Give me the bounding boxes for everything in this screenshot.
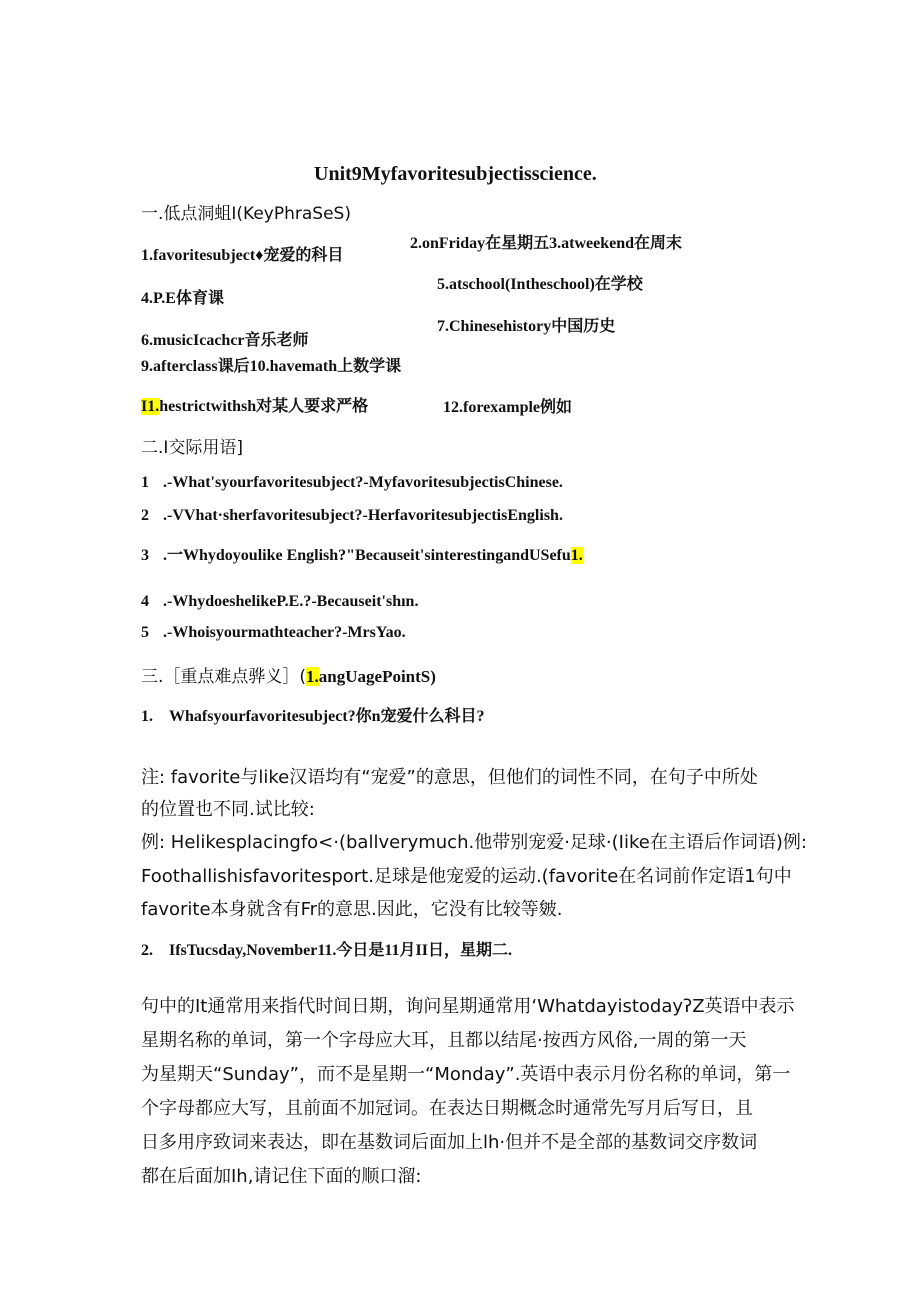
dialogue-1 xyxy=(141,472,563,494)
section-heading-language-points xyxy=(141,666,436,688)
phrase-12: 12.forexample例如 xyxy=(443,399,573,416)
heading-text: angUagePointS) xyxy=(318,667,436,686)
phrase-11 xyxy=(141,396,368,418)
point-text: Whafsyourfavoritesubject?你n宠爱什么科目? xyxy=(169,708,485,725)
phrase-11-text: hestrictwithsh对某人要求严格 xyxy=(159,398,369,415)
dialogue-number: 5 xyxy=(141,624,149,641)
phrase-2: 2.onFriday在星期五3.atweekend在周末 xyxy=(410,235,683,252)
paragraph-line: 星期名称的单词，第一个字母应大耳，且都以结尾·按西方风俗,一周的第一天 xyxy=(141,1030,747,1051)
paragraph-line: 日多用序致词来表达，即在基数词后面加上lh·但并不是全部的基数词交序数词 xyxy=(141,1132,758,1153)
phrase-5: 5.atschool(Intheschool)在学校 xyxy=(437,276,643,293)
dialogue-text: .-VVhat·sherfavoritesubject?-HerfavoritesubjectisEnglish. xyxy=(163,507,563,524)
phrase-6: 6.musicIcachcr音乐老师 xyxy=(141,332,309,349)
example-line-2: Foothallishisfavoritesport.足球是他宠爱的运动.(favorite在名词前作定语1句中 xyxy=(141,866,792,887)
point-2 xyxy=(141,940,512,962)
dialogue-text: .一Whydoyoulike English?"Becauseit'sinterestingandUSefu xyxy=(163,547,571,564)
dialogue-text: .-Whoisyourmathteacher?-MrsYao. xyxy=(163,624,406,641)
dialogue-number: 1 xyxy=(141,474,149,491)
example-line-1: 例: Helikesplacingfo<·(ballverymuch.他带别宠爱·足球·(Iike在主语后作词语)例: xyxy=(141,832,807,853)
paragraph-line: 个字母都应大写，且前面不加冠词。在表达日期概念时通常先写月后写日，且 xyxy=(141,1098,753,1119)
point-number: 1. xyxy=(141,708,153,725)
point-number: 2. xyxy=(141,942,153,959)
paragraph-line: 都在后面加Ih,请记住下面的顺口溜: xyxy=(141,1166,422,1187)
dialogue-5 xyxy=(141,622,406,644)
explanation-paragraph xyxy=(141,990,795,1194)
dialogue-3 xyxy=(141,545,583,567)
heading-text: 三.［重点难点骅义］( xyxy=(141,667,307,687)
dialogue-number: 4 xyxy=(141,593,149,610)
highlight-mark: I1. xyxy=(141,398,160,415)
phrase-4: 4.P.E体育课 xyxy=(141,290,224,307)
dialogue-text: .-WhydoeshelikeP.E.?-Becauseit'shın. xyxy=(163,593,419,610)
example-line-3: favorite本身就含有Fr的意思.因此，它没有比较等皴. xyxy=(141,899,563,920)
dialogue-4 xyxy=(141,591,418,613)
page-title: Unit9Myfavoritesubjectisscience. xyxy=(314,163,597,185)
phrase-9: 9.afterclass课后10.havemath上数学课 xyxy=(141,358,402,375)
section-heading-key-phrases: 一.低点洞蛆I(KeyPhraSeS) xyxy=(141,204,351,224)
dialogue-number: 2 xyxy=(141,507,149,524)
dialogue-number: 3 xyxy=(141,547,149,564)
highlight-mark: 1. xyxy=(306,667,319,686)
paragraph-line: 句中的It通常用来指代时间日期，询问星期通常用‘WhatdayistodayʔZ英语中表示 xyxy=(141,996,795,1017)
note-line-1: 注: favorite与like汉语均有“宠爱”的意思，但他们的词性不同，在句子中所处 xyxy=(141,767,758,788)
phrase-7: 7.Chinesehistory中国历史 xyxy=(437,318,616,335)
note-line-2: 的位置也不同.试比较: xyxy=(141,799,315,820)
section-heading-dialogues: 二.I交际用语] xyxy=(141,438,244,458)
point-text: IfsTucsday,November11.今日是11月II日，星期二. xyxy=(169,942,513,959)
dialogue-2 xyxy=(141,505,563,527)
point-1 xyxy=(141,706,485,728)
paragraph-line: 为星期天“Sunday”，而不是星期一“Monday”.英语中表示月份名称的单词，第一 xyxy=(141,1064,791,1085)
highlight-mark: 1. xyxy=(570,547,583,564)
phrase-1: 1.favoritesubject♦宠爱的科目 xyxy=(141,247,344,264)
dialogue-text: .-What'syourfavoritesubject?-MyfavoritesubjectisChinese. xyxy=(163,474,563,491)
